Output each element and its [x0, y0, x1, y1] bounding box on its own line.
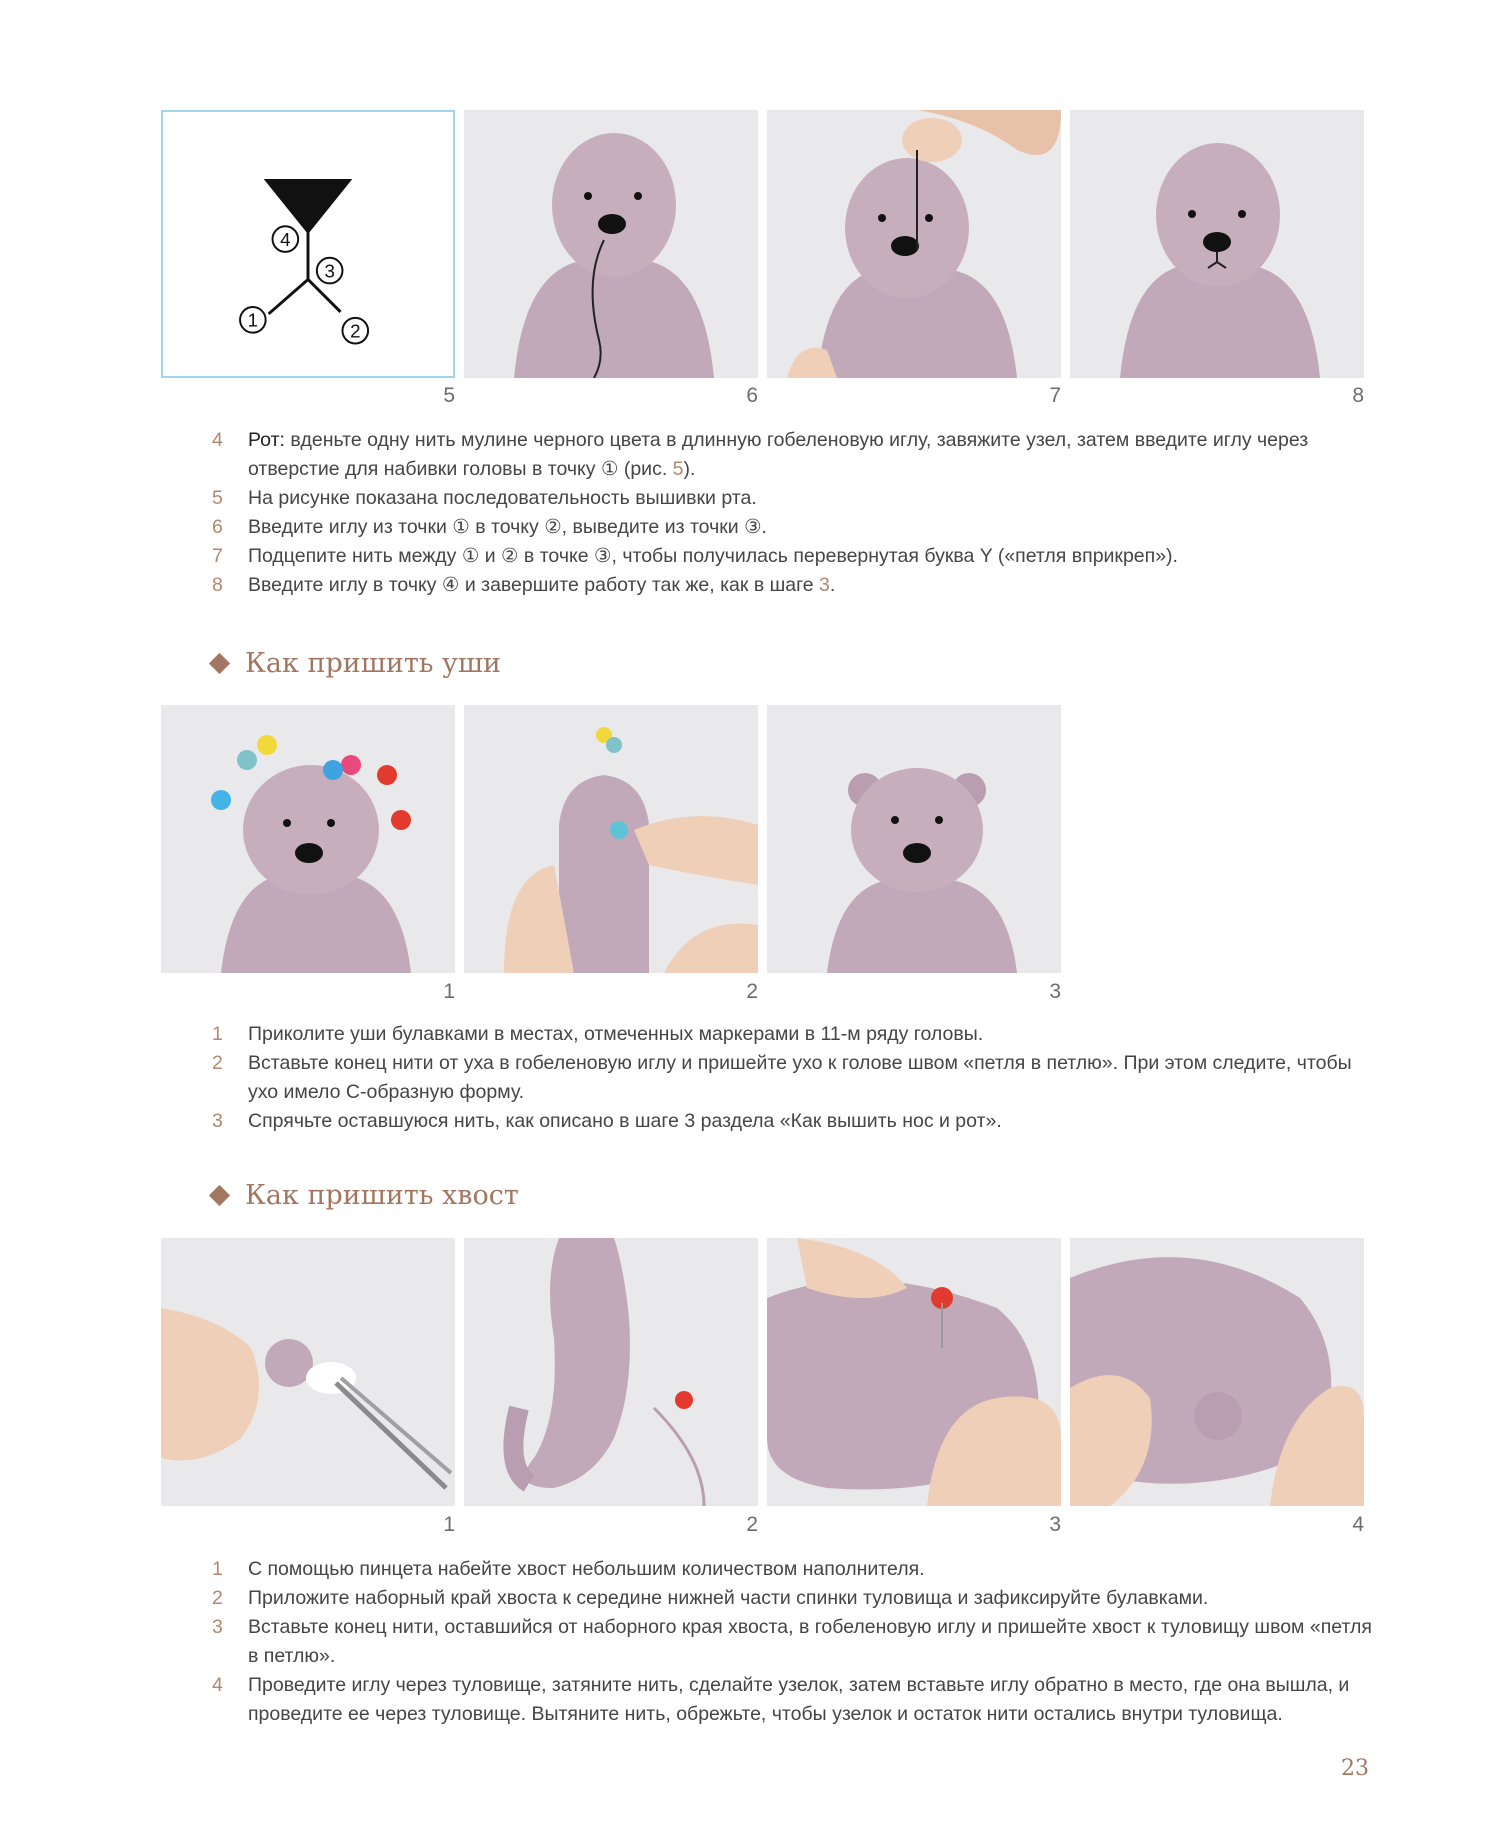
- step-number: 6: [212, 516, 223, 538]
- page-number: 23: [1341, 1756, 1369, 1781]
- svg-text:4: 4: [280, 228, 291, 250]
- step-text: Рот: вденьте одну нить мулине черного цвета в длинную гобеленовую иглу, завяжите узел, затем введите иглу через отверстие для набивки головы в точку ① (рис. 5).: [248, 429, 1309, 480]
- step-number: 3: [212, 1110, 223, 1132]
- figure-label: 5: [443, 384, 455, 407]
- figure-5-diagram: [161, 110, 455, 378]
- step-number: 4: [212, 1674, 223, 1696]
- steps-tail: [212, 1555, 1372, 1729]
- tail-figure-1-photo: [161, 1238, 455, 1506]
- bear-face-needle-image: [464, 110, 758, 378]
- svg-text:3: 3: [324, 260, 335, 282]
- step-item: [212, 1584, 1372, 1613]
- figure-label: 3: [1049, 980, 1061, 1003]
- step-number: 8: [212, 574, 223, 596]
- step-number: 4: [212, 429, 223, 451]
- tail-figure-4-photo: [1070, 1238, 1364, 1506]
- ears-figure-1-photo: [161, 705, 455, 973]
- figure-label: 6: [746, 384, 758, 407]
- tail-tweezers-image: [161, 1238, 455, 1506]
- diamond-bullet-icon: [209, 653, 230, 674]
- point-4-marker: [273, 226, 299, 252]
- svg-text:1: 1: [247, 309, 259, 331]
- step-ref: 3: [819, 574, 830, 596]
- figure-row-mouth: [161, 110, 1364, 378]
- step-text: С помощью пинцета набейте хвост небольшим количеством наполнителя.: [248, 1558, 925, 1580]
- bear-side-pin-image: [464, 1238, 758, 1506]
- step-item: [212, 542, 1372, 571]
- figure-row-ears: [161, 705, 1061, 973]
- steps-ears: [212, 1020, 1372, 1136]
- steps-mouth: [212, 426, 1372, 600]
- bear-face-hand-image: [767, 110, 1061, 378]
- nose-triangle: [264, 179, 353, 234]
- figure-row-tail: [161, 1238, 1364, 1506]
- step-lead: Рот:: [248, 429, 285, 451]
- mouth-stitch-diagram: [163, 112, 453, 376]
- ears-figure-2-photo: [464, 705, 758, 973]
- step-number: 3: [212, 1616, 223, 1638]
- figure-label: 1: [443, 980, 455, 1003]
- step-text: Введите иглу в точку ④ и завершите работу так же, как в шаге 3.: [248, 574, 836, 596]
- figure-label: 1: [443, 1513, 455, 1536]
- step-item: [212, 513, 1372, 542]
- step-item: [212, 484, 1372, 513]
- svg-text:2: 2: [350, 320, 361, 342]
- figure-labels-row-3: [161, 1513, 1364, 1537]
- stitch-line-left: [269, 279, 308, 313]
- bear-sewing-ear-image: [464, 705, 758, 973]
- step-number: 7: [212, 545, 223, 567]
- step-item: [212, 1107, 1372, 1136]
- step-item: [212, 1613, 1372, 1671]
- point-3-marker: [317, 258, 343, 284]
- tail-done-image: [1070, 1238, 1364, 1506]
- step-number: 1: [212, 1558, 223, 1580]
- step-item: [212, 1671, 1372, 1729]
- bear-pins-image: [161, 705, 455, 973]
- step-text: Вставьте конец нити, оставшийся от наборного края хвоста, в гобеленовую иглу и пришейте хвост к туловищу швом «петля в петлю».: [248, 1616, 1372, 1667]
- step-text: Вставьте конец нити от уха в гобеленовую иглу и пришейте ухо к голове швом «петля в петлю». При этом следите, чтобы ухо имело С-образную форму.: [248, 1052, 1352, 1103]
- figure-label: 2: [746, 1513, 758, 1536]
- step-number: 1: [212, 1023, 223, 1045]
- tail-figure-3-photo: [767, 1238, 1061, 1506]
- step-text: Введите иглу из точки ① в точку ②, выведите из точки ③.: [248, 516, 767, 538]
- step-text: Проведите иглу через туловище, затяните нить, сделайте узелок, затем вставьте иглу обратно в место, где она вышла, и проведите ее через туловище. Вытяните нить, обрежьте, чтобы узелок и остаток нити остались внутри туловища.: [248, 1674, 1350, 1725]
- figure-ref: 5: [672, 458, 684, 480]
- section-title-ears: [212, 648, 501, 679]
- stitch-line-right: [308, 279, 341, 312]
- figure-labels-row-2: [161, 980, 1061, 1004]
- step-number: 2: [212, 1052, 223, 1074]
- step-text: На рисунке показана последовательность вышивки рта.: [248, 487, 757, 509]
- step-item: [212, 1020, 1372, 1049]
- figure-8-photo: [1070, 110, 1364, 378]
- figure-label: 2: [746, 980, 758, 1003]
- tail-sewing-image: [767, 1238, 1061, 1506]
- step-text: Приколите уши булавками в местах, отмеченных маркерами в 11-м ряду головы.: [248, 1023, 984, 1045]
- step-number: 5: [212, 487, 223, 509]
- ears-figure-3-photo: [767, 705, 1061, 973]
- step-text: Спрячьте оставшуюся нить, как описано в шаге 3 раздела «Как вышить нос и рот».: [248, 1110, 1002, 1132]
- step-item: [212, 426, 1372, 484]
- bear-ears-done-image: [767, 705, 1061, 973]
- figure-7-photo: [767, 110, 1061, 378]
- diamond-bullet-icon: [209, 1185, 230, 1206]
- step-text: Приложите наборный край хвоста к середине нижней части спинки туловища и зафиксируйте булавками.: [248, 1587, 1209, 1609]
- step-item: [212, 1555, 1372, 1584]
- section-title-text: Как пришить хвост: [245, 1180, 519, 1211]
- step-text: Подцепите нить между ① и ② в точке ③, чтобы получилась перевернутая буква Y («петля вприкреп»).: [248, 545, 1178, 567]
- step-number: 2: [212, 1587, 223, 1609]
- figure-label: 7: [1049, 384, 1061, 407]
- step-item: [212, 571, 1372, 600]
- figure-label: 8: [1352, 384, 1364, 407]
- figure-6-photo: [464, 110, 758, 378]
- bear-face-done-image: [1070, 110, 1364, 378]
- figure-labels-row-1: [161, 384, 1364, 408]
- figure-label: 4: [1352, 1513, 1364, 1536]
- figure-label: 3: [1049, 1513, 1061, 1536]
- tail-figure-2-photo: [464, 1238, 758, 1506]
- step-item: [212, 1049, 1372, 1107]
- section-title-tail: [212, 1180, 519, 1211]
- point-2-marker: [342, 318, 368, 344]
- section-title-text: Как пришить уши: [245, 648, 502, 679]
- point-1-marker: [240, 307, 266, 333]
